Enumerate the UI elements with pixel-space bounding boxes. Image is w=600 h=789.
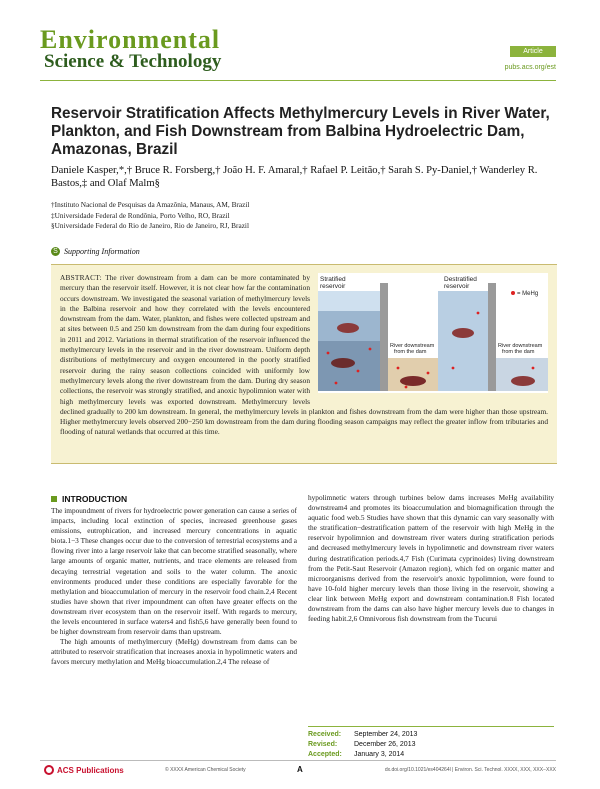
affiliation-2: ‡Universidade Federal de Rondônia, Porto Velho, RO, Brazil xyxy=(51,210,230,220)
journal-logo xyxy=(40,25,250,78)
article-type-badge: Article xyxy=(510,46,556,57)
supporting-information-link[interactable] xyxy=(51,247,140,256)
date-row-accepted xyxy=(308,750,554,760)
toc-label-river-right: River downstream xyxy=(498,343,543,349)
affiliation-list xyxy=(51,200,541,232)
supporting-info-icon: S xyxy=(51,247,60,256)
toc-label-destratified-2: reservoir xyxy=(444,283,470,290)
toc-label-stratified-2: reservoir xyxy=(320,283,346,290)
section-square-icon xyxy=(51,496,57,502)
abstract xyxy=(60,273,548,438)
left-column xyxy=(51,506,297,668)
page-number: A xyxy=(297,765,303,774)
date-value: January 3, 2014 xyxy=(354,750,405,758)
date-key: Revised: xyxy=(308,740,338,748)
supporting-info-label[interactable]: Supporting Information xyxy=(64,247,140,256)
date-key: Accepted: xyxy=(308,750,342,758)
date-value: September 24, 2013 xyxy=(354,731,418,738)
publication-dates xyxy=(308,726,554,759)
abstract-body: The river downstream from a dam can be more contaminated by mercury than the reservoir itself. However, it is not clear how far the contamination occurs downstream. We investigated the seasonal variation of methylmercury levels in the Balbina reservoir and how they correlated with the levels encountered downstream from the dam. Water, plankton, and fishes were collected upstream and at sites between 0.5 and 250 km downstream from the dam during four expeditions in 2011 and 2012. Variations in thermal stratification of the reservoir influenced the methylmercury levels in the reservoir and in the river downstream. Uniform depth distributions of methylmercury and oxygen encountered in the poorly stratified reservoir during the rainy season collections coincided with uniformly low methylmercury levels along the river downstream from the dam. During dry season collections, the reservoir was strongly stratified, and anoxic hypolimnion water with high methylmercury levels was exported downstream. Methylmercury levels declined gradually to 200 km downstream. In general, the methylmercury levels in plankton and fishes downstream from the dam were higher than those upstream. Higher methylmercury levels observed 200−250 km downstream from the dam during flooding season campaigns may reflect the greater inflow from tributaries and flooding of natural wetlands that occurred at this time. xyxy=(60,273,548,437)
intro-paragraph-2: The high amounts of methylmercury (MeHg) downstream from dams can be attributed to reservoir stratification that increases anoxia in hypolimnetic waters and favors mercury methylation and MeHg bioaccumulation.2,4 The release of xyxy=(51,637,297,667)
abstract-box xyxy=(51,264,557,464)
intro-paragraph-3: hypolimnetic waters through turbines below dams increases MeHg availability downstream4 and promotes its bioaccumulation and biomagnification through the aquatic food web.5 Studies have shown that this dynamic can vary seasonally with the stratification−destratification pattern of the reservoir with high MeHg in the reservoir hypolimnion and downstream river waters during stratification periods and decreased methylmercury levels in hypolimnetic and downstream river waters during destratification periods.4,7 Fish (Curimata cyprinoides) living downstream from the Petit-Saut Reservoir (Amazon region), which fed on organic matter and microorganisms derived from the reservoir's anoxic hypolimnion, were found to have 10-fold higher mercury levels than those living in the reservoir, showing a clear link between MeHg export and downstream contamination.8 Fish located downstream from the dams can also have higher mercury levels due to changes in feeding habit.2,6 Omnivorous fish downstream from the Tucurui xyxy=(308,493,554,624)
toc-label-destratified: Destratified xyxy=(444,276,477,283)
section-heading-label: INTRODUCTION xyxy=(62,494,128,504)
date-row-revised xyxy=(308,740,554,750)
journal-url-link[interactable]: pubs.acs.org/est xyxy=(504,64,556,71)
toc-graphic xyxy=(318,273,548,393)
acs-publications-logo[interactable] xyxy=(44,765,124,775)
journal-logo-line2: Science & Technology xyxy=(44,51,222,72)
date-row-received xyxy=(308,730,554,740)
date-key: Received: xyxy=(308,731,342,738)
affiliation-1: †Instituto Nacional de Pesquisas da Amazônia, Manaus, AM, Brazil xyxy=(51,200,250,209)
toc-label-river-left-2: from the dam xyxy=(394,349,427,355)
toc-label-river-left: River downstream xyxy=(390,343,435,349)
journal-logo-line1: Environmental xyxy=(40,25,221,54)
footer-divider xyxy=(40,760,556,761)
section-heading-introduction xyxy=(51,494,127,504)
toc-label-river-right-2: from the dam xyxy=(502,349,535,355)
right-column xyxy=(308,493,554,624)
toc-label-stratified: Stratified xyxy=(320,276,346,283)
author-list: Daniele Kasper,*,† Bruce R. Forsberg,† João H. F. Amaral,† Rafael P. Leitão,† Sarah S. Py-Daniel,† Wanderley R. Bastos,‡ and Olaf Malm§ xyxy=(51,165,538,189)
abstract-label: ABSTRACT: xyxy=(60,273,102,282)
toc-legend-mehg: = MeHg xyxy=(517,291,539,297)
affiliation-3: §Universidade Federal do Rio de Janeiro, Rio de Janeiro, RJ, Brazil xyxy=(51,221,249,231)
copyright-notice: © XXXX American Chemical Society xyxy=(165,767,246,773)
doi-link[interactable]: dx.doi.org/10.1021/es404264l | Environ. Sci. Technol. XXXX, XXX, XXX−XXX xyxy=(384,767,556,773)
toc-graphic-svg xyxy=(318,273,548,393)
date-value: December 26, 2013 xyxy=(354,740,416,748)
acs-logo-icon xyxy=(44,765,54,775)
intro-paragraph-1: The impoundment of rivers for hydroelectric power generation can cause a series of impacts, including local extinction of species, increased greenhouse gases emissions, eutrophication, and increased mercury concentrations in aquatic biota.1−3 These changes occur due to the conversion of terrestrial ecosystems and a flowing river into a large reservoir lake that can become stratified seasonally, where large amounts of organic matter, nutrients, and trace elements are released from decaying terrestrial vegetation and soils to the water column. The anoxic environments produced under these conditions are especially favorable for the methylation and bioaccumulation of mercury in the reservoir food chain.2,4 Recent studies have shown that river impoundment can often have greater effects on the downstream river ecosystem than on the reservoir itself. With regards to mercury, the levels encountered in surface waters4 and fish5,6 have generally been found to be higher downstream from reservoir dams than upstream. xyxy=(51,506,297,637)
article-title: Reservoir Stratification Affects Methylmercury Levels in River Water, Plankton, and Fish Downstream from Balbina Hydroelectric Dam, Amazonas, Brazil xyxy=(51,105,550,158)
acs-logo-text: ACS Publications xyxy=(57,765,124,775)
header-divider xyxy=(40,80,556,81)
